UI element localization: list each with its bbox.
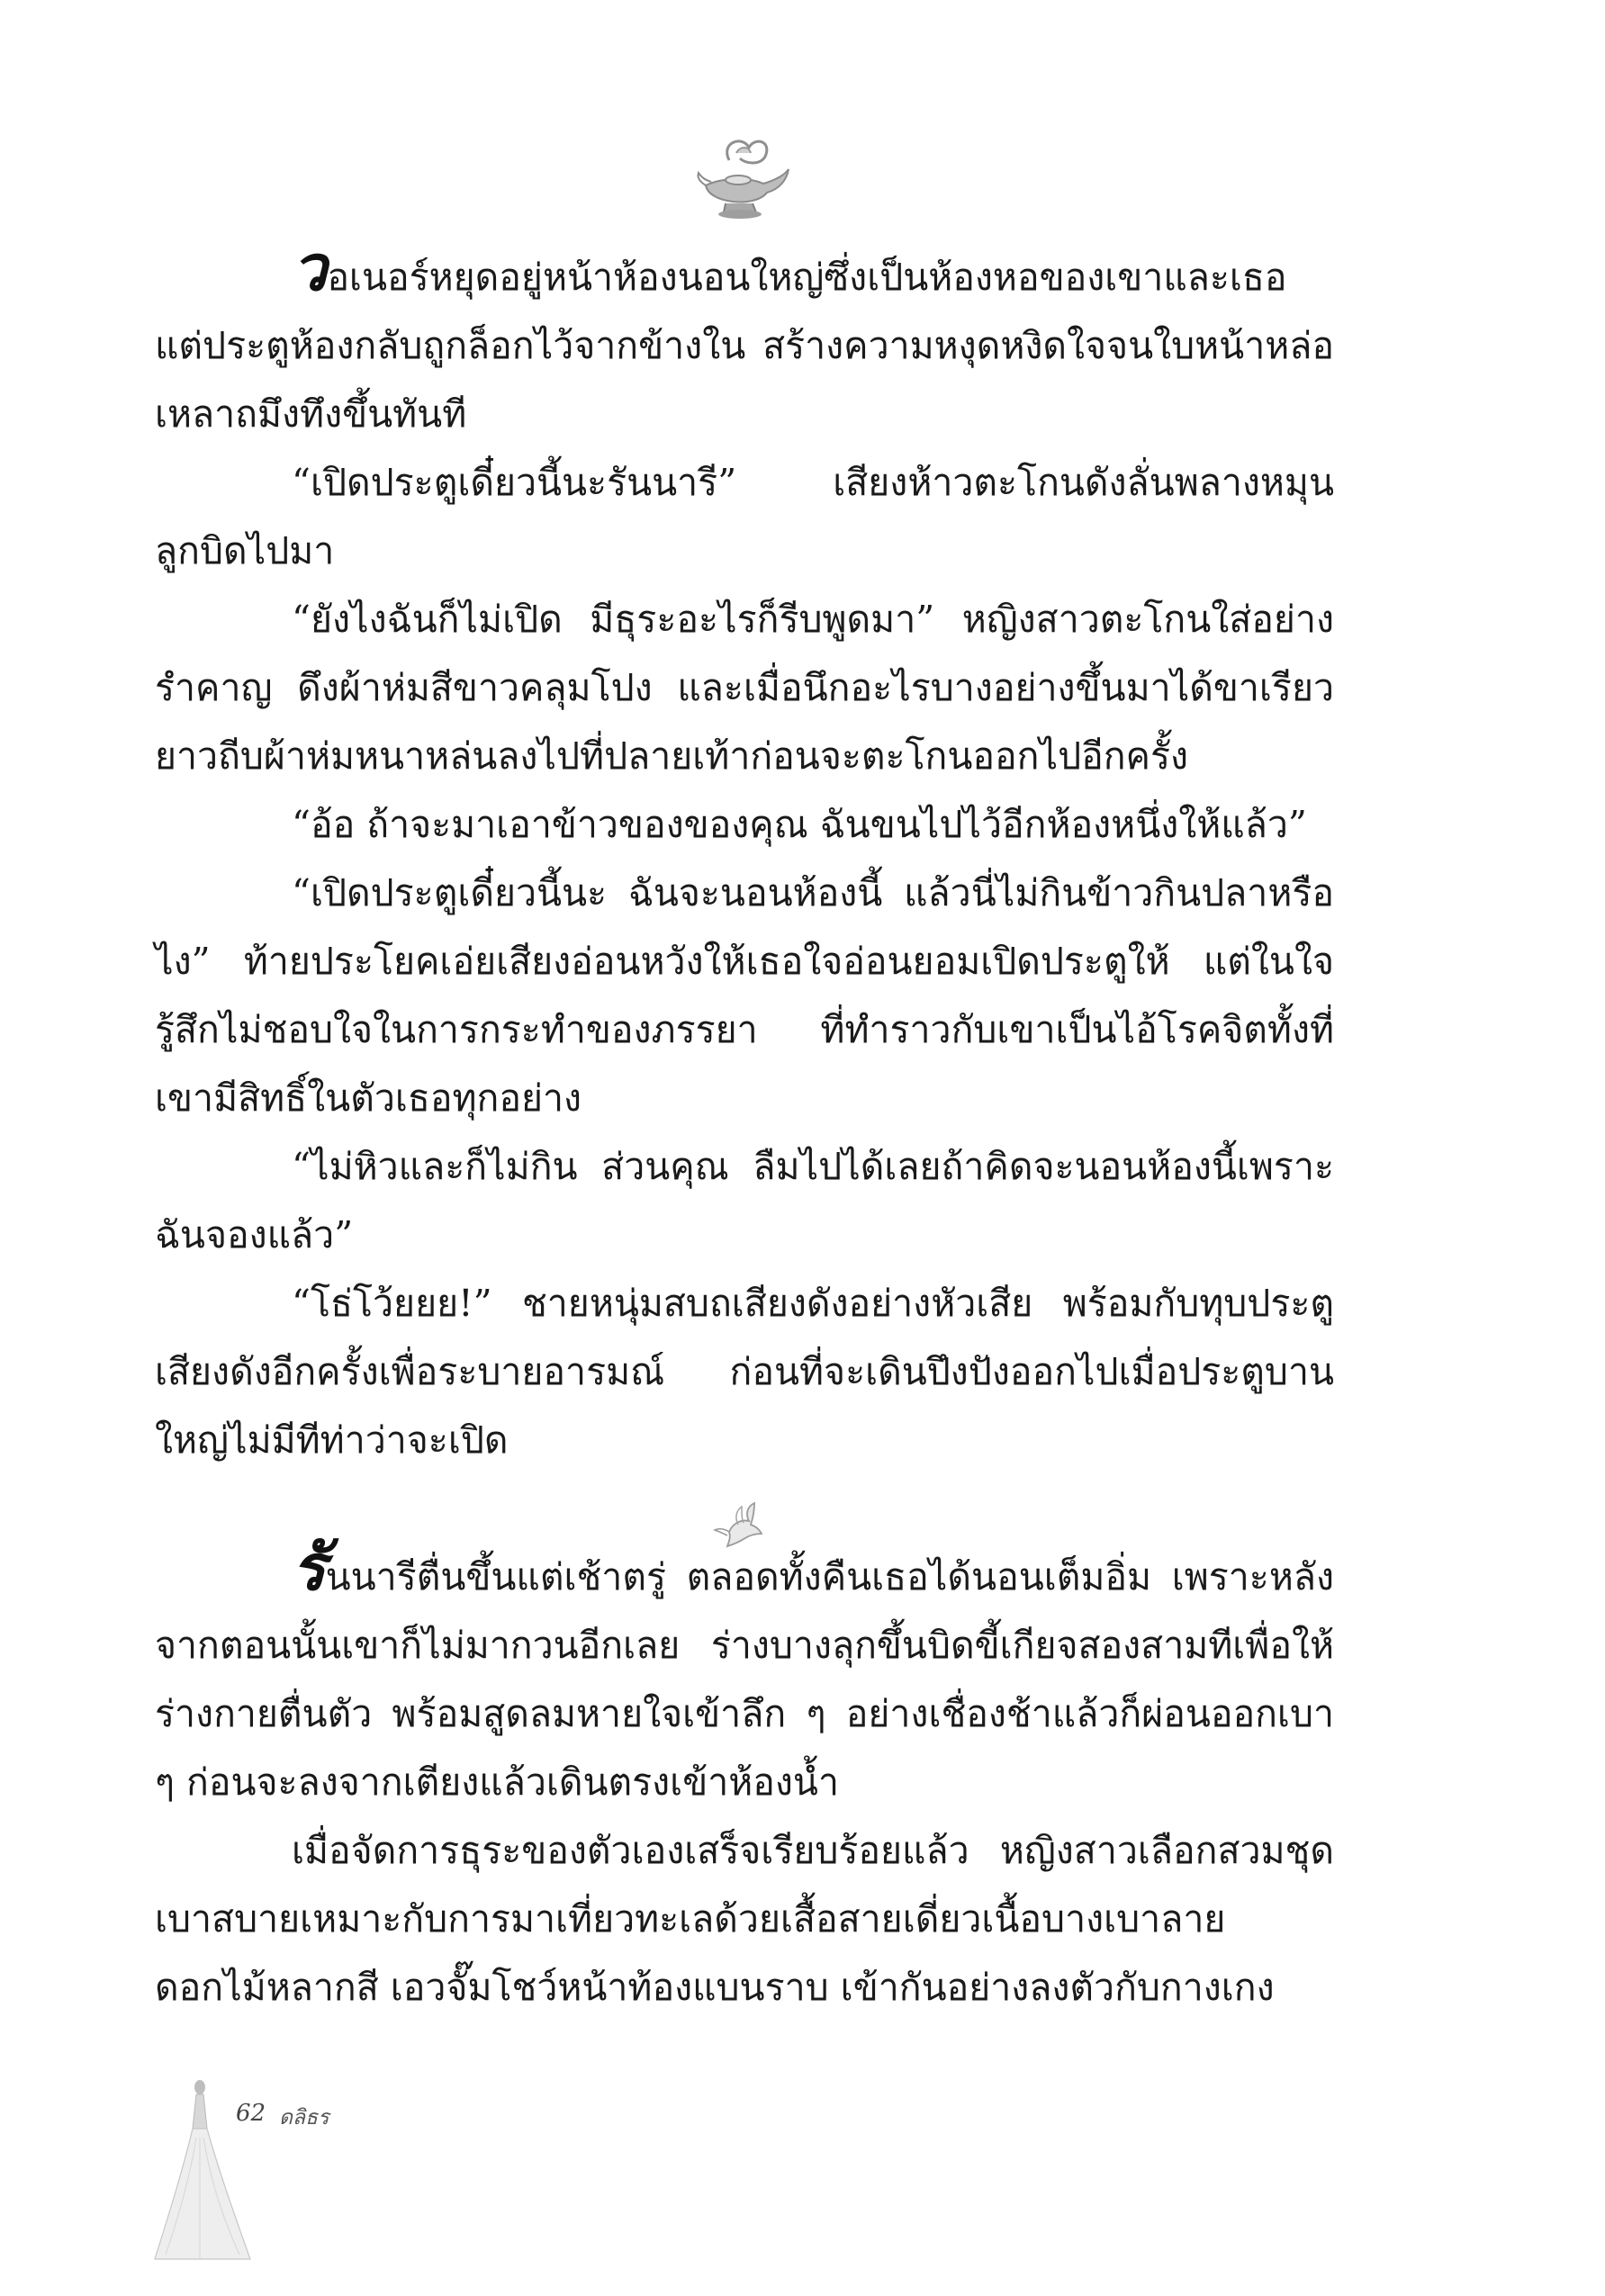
paragraph: “เปิดประตูเดี๋ยวนี้นะรันนารี” เสียงห้าวตะโกนดังลั่นพลางหมุนลูกบิดไปมา: [155, 461, 1334, 572]
author-name: ดลิธร: [279, 2106, 329, 2129]
page-footer: [153, 2075, 387, 2264]
drop-cap: ว: [292, 230, 328, 305]
paragraph: “โธ่โว้ยยย!” ชายหนุ่มสบถเสียงดังอย่างหัวเสีย พร้อมกับทุบประตูเสียงดังอีกครั้งเพื่อระบายอารมณ์ ก่อนที่จะเดินปึงปังออกไปเมื่อประตูบานใหญ่ไม่มีทีท่าว่าจะเปิด: [155, 1282, 1334, 1462]
drop-cap: รั: [292, 1530, 326, 1605]
paragraph: [155, 230, 1334, 448]
paragraph: “เปิดประตูเดี๋ยวนี้นะ ฉันจะนอนห้องนี้ แล้วนี่ไม่กินข้าวกินปลาหรือไง” ท้ายประโยคเอ่ยเสียงอ่อนหวังให้เธอใจอ่อนยอมเปิดประตูให้ แต่ในใจรู้สึกไม่ชอบใจในการกระทำของภรรยา ที่ทำราวกับเขาเป็นไอ้โรคจิตทั้งที่เขามีสิทธิ์ในตัวเธอทุกอย่าง: [155, 871, 1334, 1120]
text-section-2: [155, 1530, 1334, 2021]
paragraph: [155, 1530, 1334, 1816]
paragraph: เมื่อจัดการธุระของตัวเองเสร็จเรียบร้อยแล้ว หญิงสาวเลือกสวมชุดเบาสบายเหมาะกับการมาเที่ยวทะเลด้วยเสื้อสายเดี่ยวเนื้อบางเบาลายดอกไม้หลากสี เอวจั๊มโชว์หน้าท้องแบนราบ เข้ากันอย่างลงตัวกับกางเกง: [155, 1829, 1334, 2009]
paragraph: “ยังไงฉันก็ไม่เปิด มีธุระอะไรก็รีบพูดมา” หญิงสาวตะโกนใส่อย่างรำคาญ ดึงผ้าห่มสีขาวคลุมโปง และเมื่อนึกอะไรบางอย่างขึ้นมาได้ขาเรียวยาวถีบผ้าห่มหนาหล่นลงไปที่ปลายเท้าก่อนจะตะโกนออกไปอีกครั้ง: [155, 598, 1334, 778]
paragraph-text: อเนอร์หยุดอยู่หน้าห้องนอนใหญ่ซึ่งเป็นห้องหอของเขาและเธอแต่ประตูห้องกลับถูกล็อกไว้จากข้างใน สร้างความหงุดหงิดใจจนใบหน้าหล่อเหลาถมึงทึงขึ้นทันที: [155, 256, 1334, 436]
paragraph-text: นนารีตื่นขึ้นแต่เช้าตรู่ ตลอดทั้งคืนเธอได้นอนเต็มอิ่ม เพราะหลังจากตอนนั้นเขาก็ไม่มากวนอีกเลย ร่างบางลุกขึ้นบิดขี้เกียจสองสามทีเพื่อให้ร่างกายตื่นตัว พร้อมสูดลมหายใจเข้าลึก ๆ อย่างเชื่องช้าแล้วก็ผ่อนออกเบา ๆ ก่อนจะลงจากเตียงแล้วเดินตรงเข้าห้องน้ำ: [155, 1555, 1334, 1804]
paragraph: “อ้อ ถ้าจะมาเอาข้าวของของคุณ ฉันขนไปไว้อีกห้องหนึ่งให้แล้ว”: [292, 803, 1307, 846]
page-number: 62: [236, 2100, 266, 2127]
paragraph: “ไม่หิวและก็ไม่กิน ส่วนคุณ ลืมไปได้เลยถ้าคิดจะนอนห้องนี้เพราะฉันจองแล้ว”: [155, 1145, 1334, 1256]
genie-lamp-icon: [693, 133, 792, 223]
text-section-1: [155, 230, 1334, 1474]
